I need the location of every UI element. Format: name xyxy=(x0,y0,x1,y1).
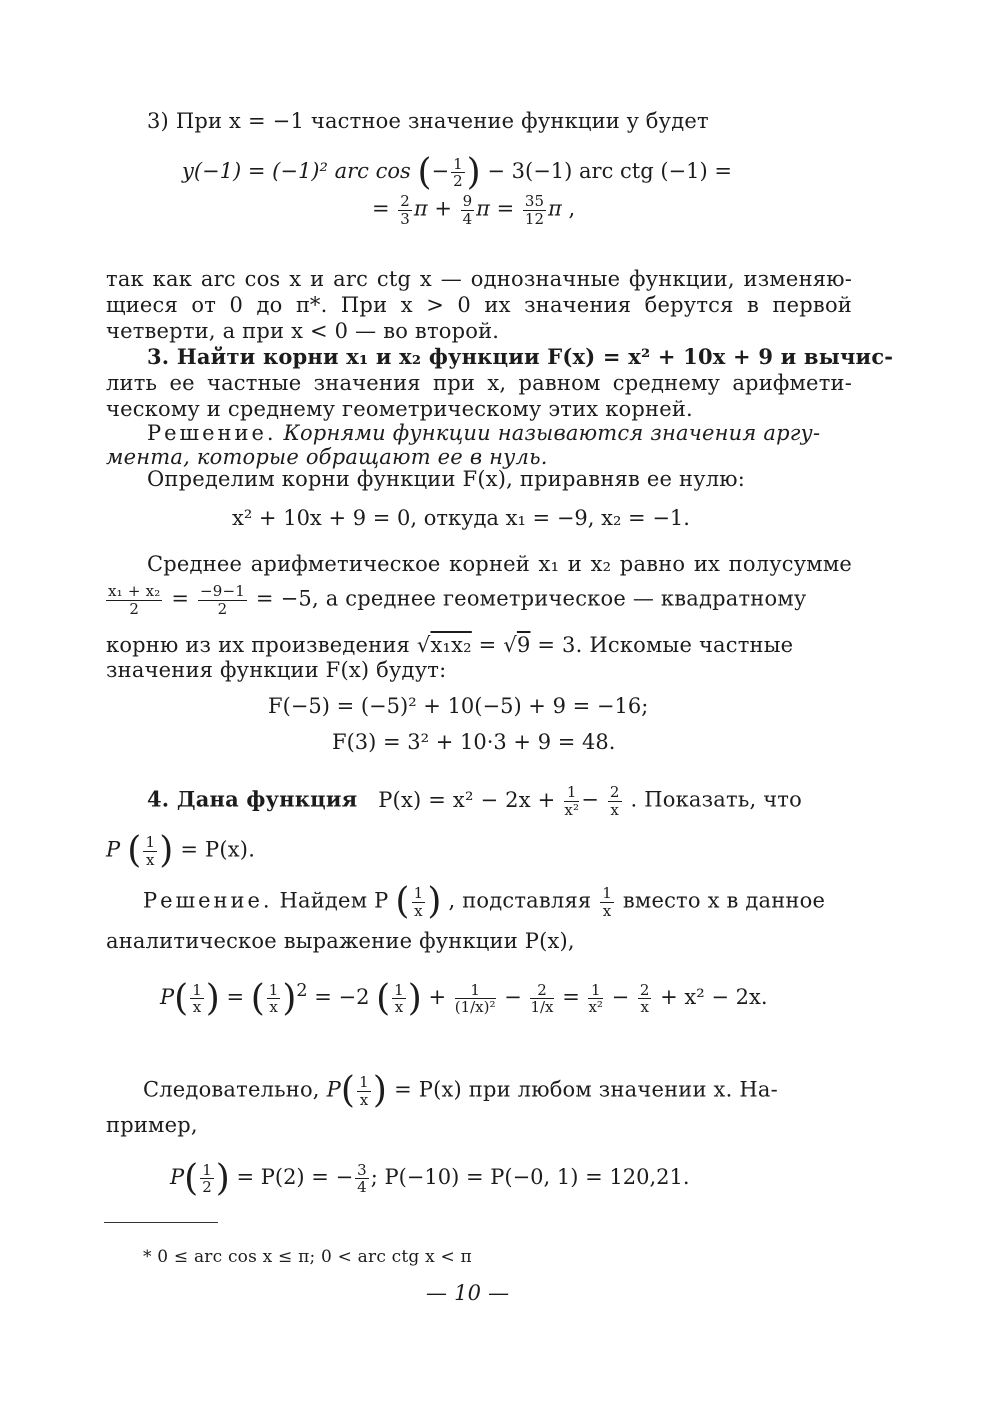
equation-1b: = $\frac{2}{3}$ π + $\frac{9}{4}$ π = $\frac{35}{12}$ π , xyxy=(372,192,576,228)
solution-label: Решение. xyxy=(143,888,273,913)
text-line: Среднее арифметическое корней x₁ и x₂ равно их полусумме xyxy=(147,552,852,576)
text-line: 3) При x = −1 частное значение функции y будет xyxy=(147,109,709,133)
text-line: Определим корни функции F(x), приравняв ее нулю: xyxy=(147,467,746,491)
solution-line: Решение. Корнями функции называются значения аргу- xyxy=(147,421,821,445)
text-line: P ( $\frac{1}{x}$ ) = P(x). xyxy=(106,830,256,871)
text-line: четверти, а при x < 0 — во второй. xyxy=(106,319,500,343)
solution-label: Решение. xyxy=(147,421,277,445)
text-line: Следовательно, P( $\frac{1}{x}$ ) = P(x) при любом значении x. На- xyxy=(143,1070,778,1111)
problem-3-statement: 3. Найти корни x₁ и x₂ функции F(x) = x² + 10x + 9 и вычис- xyxy=(147,344,894,369)
footnote: * 0 ≤ arc cos x ≤ π; 0 < arc ctg x < π xyxy=(143,1247,472,1267)
problem-4-statement: 4. Дана функция P(x) = x² − 2x + $\frac{1}{\text{x²}}$ − $\frac{2}{x}$ . Показать, что xyxy=(147,783,802,819)
text-line: пример, xyxy=(106,1113,198,1137)
text-line: мента, которые обращают ее в нуль. xyxy=(106,445,548,469)
equation-3a: F(−5) = (−5)² + 10(−5) + 9 = −16; xyxy=(268,694,649,718)
text-line: значения функции F(x) будут: xyxy=(106,658,447,682)
text-line: аналитическое выражение функции P(x), xyxy=(106,929,575,953)
equation-1a: y(−1) = (−1)² arc cos (− $\frac{1}{2}$ ) − 3(−1) arc ctg (−1) = xyxy=(182,152,732,193)
solution-line: Решение. Найдем P ( $\frac{1}{x}$ ) , подставляя $\frac{1}{x}$ вместо x в данное xyxy=(143,881,826,922)
equation-2: x² + 10x + 9 = 0, откуда x₁ = −9, x₂ = −1. xyxy=(232,506,690,530)
footnote-divider xyxy=(104,1222,218,1223)
text-line: ческому и среднему геометрическому этих корней. xyxy=(106,397,693,421)
equation-4: P( $\frac{1}{x}$ ) = ( $\frac{1}{x}$ )$^2$ = −2 ( $\frac{1}{x}$ ) + $\frac{1}{\text{(1/x)²}}$ − $\frac{2}{1/x}$ = $\frac{1}{\text{x²}}$ − $\frac{2}{x}$ + x² − 2x. xyxy=(160,978,768,1019)
equation-3b: F(3) = 3² + 10·3 + 9 = 48. xyxy=(332,730,616,754)
text-line: так как arc cos x и arc ctg x — однозначные функции, изменяю- xyxy=(106,267,852,291)
page-number: — 10 — xyxy=(426,1281,510,1305)
text-line: лить ее частные значения при x, равном среднему арифмети- xyxy=(106,371,852,395)
text-line: корню из их произведения √x₁x₂ = √9 = 3. Искомые частные xyxy=(106,633,794,657)
text-line: $\frac{\text{x₁ + x₂}}{2}$ = $\frac{-9-1}{2}$ = −5, а среднее геометрическое — квадратному xyxy=(108,582,807,618)
text-line: щиеся от 0 до π*. При x > 0 их значения берутся в первой xyxy=(106,293,852,317)
equation-5: P( $\frac{1}{2}$ ) = P(2) = − $\frac{3}{4}$ ; P(−10) = P(−0, 1) = 120,21. xyxy=(170,1158,690,1199)
